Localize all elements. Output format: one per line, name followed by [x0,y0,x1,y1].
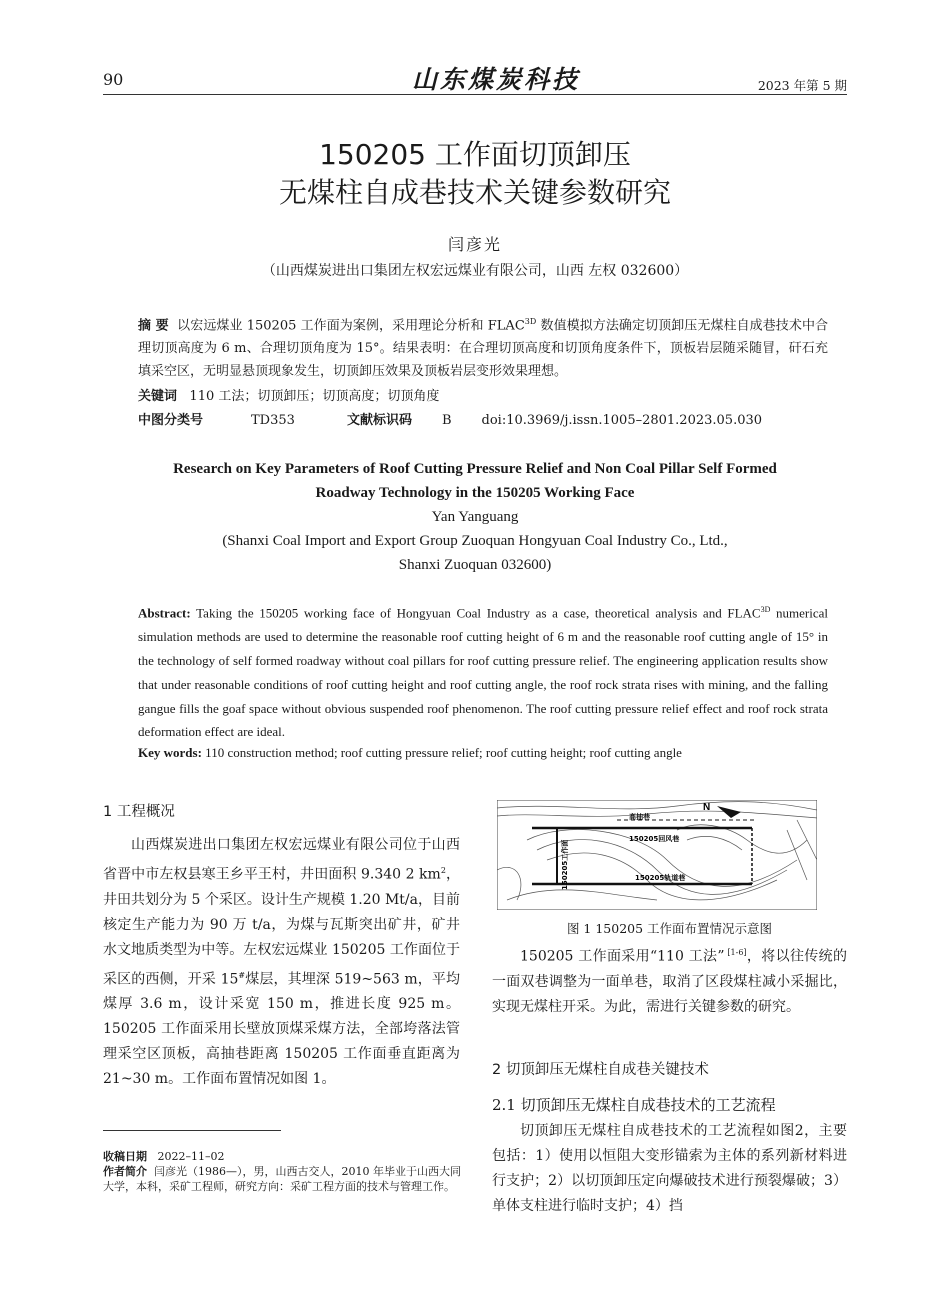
footnote-rule [103,1130,281,1131]
section-1-text-a: 山西煤炭进出口集团左权宏远煤业有限公司位于山西省晋中市左权县寒王乡平王村，井田面积 9.340 2 km [103,837,460,883]
section-1-text-b: ，井田共划分为 5 个采区。设计生产规模 1.20 Mt/a，目前核定生产能力为 90 万 t/a，为煤与瓦斯突出矿井，矿井水文地质类型为中等。左权宏远煤业 150205 工作面位于采区的西侧，开采 15 [103,866,460,988]
section-1-heading: 1 工程概况 [103,804,175,820]
received-value: 2022–11–02 [157,1150,225,1163]
en-abstract-label: Abstract: [138,605,191,621]
en-affiliation-2: Shanxi Zuoquan 032600) [398,557,552,573]
footnote-author [103,1164,463,1194]
en-keywords-text: 110 construction method; roof cutting pressure relief; roof cutting height; roof cutting angle [201,745,682,760]
classification-line [138,409,828,432]
en-title-line-2: Roadway Technology in the 150205 Working Face [315,485,635,501]
figure-1-diagram [497,800,817,910]
right-p1-text-a: 150205 工作面采用“110 工法” [520,948,725,965]
section-1-sup-2: # [238,970,246,980]
section-2-1-paragraph: 切顶卸压无煤柱自成巷技术的工艺流程如图2，主要包括：1）使用以恒阻大变形锚索为主体的系列新材料进行支护；2）以切顶卸压定向爆破技术进行预裂爆破；3）单体支柱进行临时支护；4）挡 [492,1123,847,1214]
keywords-cn-text: 110 工法；切顶卸压；切顶高度；切顶角度 [189,389,440,404]
clc-label: 中图分类号 [138,413,204,428]
keywords-cn [138,385,828,408]
section-2-1-heading: 2.1 切顶卸压无煤柱自成巷技术的工艺流程 [492,1096,776,1114]
section-1-text-c: 煤层，其埋深 519~563 m，平均煤厚 3.6 m，设计采宽 150 m，推进长度 925 m。150205 工作面采用长壁放顶煤采煤方法，全部垮落法管理采空区顶板，高抽巷距离 150205 工作面垂直距离为 21~30 m。工作面布置情况如图 1。 [103,971,461,1088]
section-1-sup-1: 2 [440,866,446,875]
right-paragraph-1 [492,940,847,1020]
doc-code-label: 文献标识码 [346,413,412,428]
en-abstract-sup: 3D [760,605,771,614]
received-label: 收稿日期 [103,1150,147,1163]
doc-code-value: B [441,413,452,428]
doi: doi:10.3969/j.issn.1005–2801.2023.05.030 [481,413,763,428]
section-2-heading: 2 切顶卸压无煤柱自成巷关键技术 [492,1062,709,1078]
abstract-cn-sup: 3D [524,317,537,326]
north-label: N [703,802,711,813]
return-roadway-label: 150205回风巷 [629,835,680,843]
abstract-cn-text-a: 以宏远煤业 150205 工作面为案例，采用理论分析和 FLAC [177,318,525,334]
figure-1-caption: 图 1 150205 工作面布置情况示意图 [566,921,773,936]
title-line-1: 150205 工作面切顶卸压 [319,138,631,171]
abstract-cn-label: 摘 要 [138,318,169,334]
abstract-cn [138,310,828,383]
abstract-cn-text-b: 数值模拟方法确定切顶卸压无煤柱自成巷技术中合理切顶高度为 6 m、合理切顶角度为 15°。结果表明：在合理切顶高度和切顶角度条件下，顶板岩层随采随冒，矸石充填采空区，无明显悬顶现象发生，切顶卸压效果及顶板岩层变形效果理想。 [138,318,829,380]
footnote-received [103,1149,463,1164]
header-rule [103,94,847,95]
en-author: Yan Yanguang [431,509,519,525]
en-abstract [138,598,828,744]
page-number: 90 [103,70,124,89]
track-roadway-label: 150205轨道巷 [635,874,686,882]
figure-frame [497,800,817,910]
clc-value: TD353 [251,413,295,428]
section-1-paragraph [103,833,460,1092]
en-keywords [138,741,828,765]
high-roadway-label: 高抽巷 [629,813,650,821]
affiliation: （山西煤炭进出口集团左权宏远煤业有限公司，山西 左权 032600） [261,263,689,279]
working-face-label: 150205工作面 [561,839,569,890]
author-bio-text: 闫彦光（1986—），男，山西古交人，2010 年毕业于山西大同大学，本科，采矿工程师，研究方向：采矿工程方面的技术与管理工作。 [103,1165,461,1193]
journal-logo: 山东煤炭科技 [412,65,581,94]
en-title-line-1: Research on Key Parameters of Roof Cutting Pressure Relief and Non Coal Pillar Self Formed [173,461,777,477]
author: 闫彦光 [447,235,502,254]
right-p1-text-b: ，将以往传统的一面双巷调整为一面单巷，取消了区段煤柱减小采掘比，实现无煤柱开采。为此，需进行关键参数的研究。 [492,948,848,1015]
en-affiliation-1: (Shanxi Coal Import and Export Group Zuoquan Hongyuan Coal Industry Co., Ltd., [222,533,728,549]
right-p1-ref: [1-6] [724,948,747,957]
author-bio-label: 作者简介 [103,1165,147,1178]
en-abstract-text-b: numerical simulation methods are used to determine the reasonable roof cutting height of 6 m and the reasonable roof cutting angle of 15° in the technology of self formed roadway without coal pillars for roof cutting pressure relief. The engineering application results show that under reasonable conditions of roof cutting height and roof cutting angle, the roof rock strata rises with mining, and the falling gangue fills the goaf space without obvious suspended roof phenomenon. The roof cutting pressure relief effect and roof rock strata deformation effect are ideal. [138,605,828,740]
title-line-2: 无煤柱自成巷技术关键参数研究 [278,176,671,209]
en-abstract-text-a: Taking the 150205 working face of Hongyuan Coal Industry as a case, theoretical analysis and FLAC [190,605,761,621]
issue-label: 2023 年第 5 期 [757,78,847,93]
keywords-cn-label: 关键词 [138,389,178,404]
en-keywords-label: Key words: [138,745,202,760]
